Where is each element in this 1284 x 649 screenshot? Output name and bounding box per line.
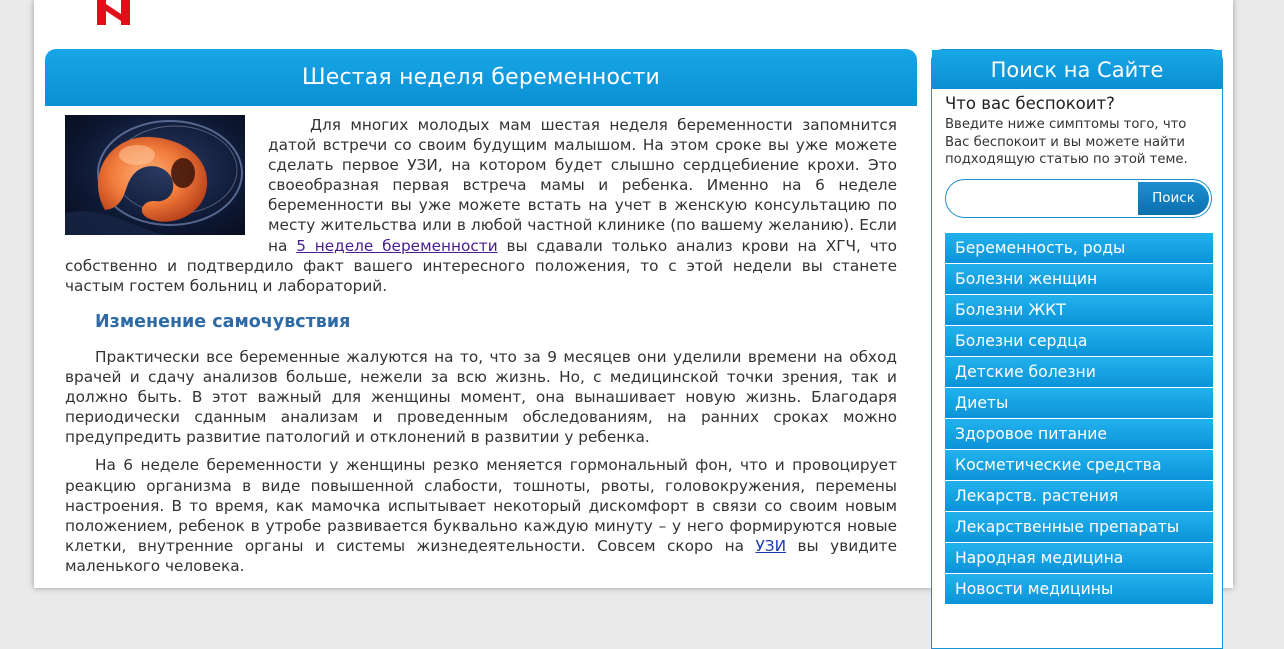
red-logo-icon <box>97 0 130 25</box>
category-item-pregnancy[interactable]: Беременность, роды <box>945 233 1213 263</box>
embryo-image <box>65 115 245 235</box>
category-item-heart-diseases[interactable]: Болезни сердца <box>945 326 1213 356</box>
sidebar-title: Поиск на Сайте <box>932 50 1222 89</box>
uzi-link[interactable]: УЗИ <box>755 536 787 555</box>
category-item-gi-diseases[interactable]: Болезни ЖКТ <box>945 295 1213 325</box>
search-input[interactable] <box>946 180 1138 217</box>
category-item-womens-diseases[interactable]: Болезни женщин <box>945 264 1213 294</box>
category-list <box>945 233 1213 604</box>
intro-paragraph: Для многих молодых мам шестая неделя беременности запомнится датой встречи со своим будущим малышом. На этом сроке вы уже можете сделать первое УЗИ, на котором будет слышно сердцебиение крохи. Это своеобразная первая встреча мамы и ребенка. Именно на 6 неделе беременности вы уже можете встать на учет в женскую консультацию по месту жительства или в любой частной клинике (по вашему желанию). Если на 5 неделе беременности вы сдавали только анализ крови на ХГЧ, что собственно и подтвердило факт вашего интересного положения, то с этой недели вы станете частым гостем больниц и лабораторий. <box>65 116 897 295</box>
sidebar-question: Что вас беспокоит? <box>945 94 1115 113</box>
page <box>34 0 1233 598</box>
category-item-medical-news[interactable]: Новости медицины <box>945 574 1213 604</box>
category-item-healthy-food[interactable]: Здоровое питание <box>945 419 1213 449</box>
article-body <box>45 106 917 576</box>
paragraph-2: Практически все беременные жалуются на то, что за 9 месяцев они уделили времени на обход врачей и сдачу анализов больше, нежели за всю жизнь. Но, с медицинской точки зрения, так и должно быть. В этот важный для женщины момент, она вынашивает новую жизнь. Благодаря периодически сданным анализам и проведенным обследованиям, на ранних сроках можно предупредить развитие патологий и отклонений в развитии у ребенка. <box>65 347 897 447</box>
section-subheading: Изменение самочувствия <box>95 311 351 332</box>
sidebar-search <box>931 49 1223 649</box>
week-5-link[interactable]: 5 неделе беременности <box>296 236 498 255</box>
category-item-folk-medicine[interactable]: Народная медицина <box>945 543 1213 573</box>
article-title: Шестая неделя беременности <box>45 49 917 106</box>
category-item-medicines[interactable]: Лекарственные препараты <box>945 512 1213 542</box>
article <box>45 49 917 609</box>
site-logo[interactable] <box>97 0 130 25</box>
sidebar-description: Введите ниже симптомы того, что Вас беспокоит и вы можете найти подходящую статью по этой теме. <box>945 117 1188 167</box>
category-item-diets[interactable]: Диеты <box>945 388 1213 418</box>
paragraph-3: На 6 неделе беременности у женщины резко меняется гормональный фон, что и провоцирует реакцию организма в виде повышенной слабости, тошноты, рвоты, головокружения, перемены настроения. В то время, как мамочка испытывает некоторый дискомфорт в связи со своим новым положением, ребенок в утробе развивается буквально каждую минуту – у него формируются новые клетки, внутренние органы и системы жизнедеятельности. Совсем скоро на УЗИ вы увидите маленького человека. <box>65 456 897 575</box>
category-item-cosmetics[interactable]: Косметические средства <box>945 450 1213 480</box>
search-button[interactable]: Поиск <box>1138 182 1209 215</box>
search-form <box>945 179 1212 218</box>
category-item-herbs[interactable]: Лекарств. растения <box>945 481 1213 511</box>
category-item-child-diseases[interactable]: Детские болезни <box>945 357 1213 387</box>
